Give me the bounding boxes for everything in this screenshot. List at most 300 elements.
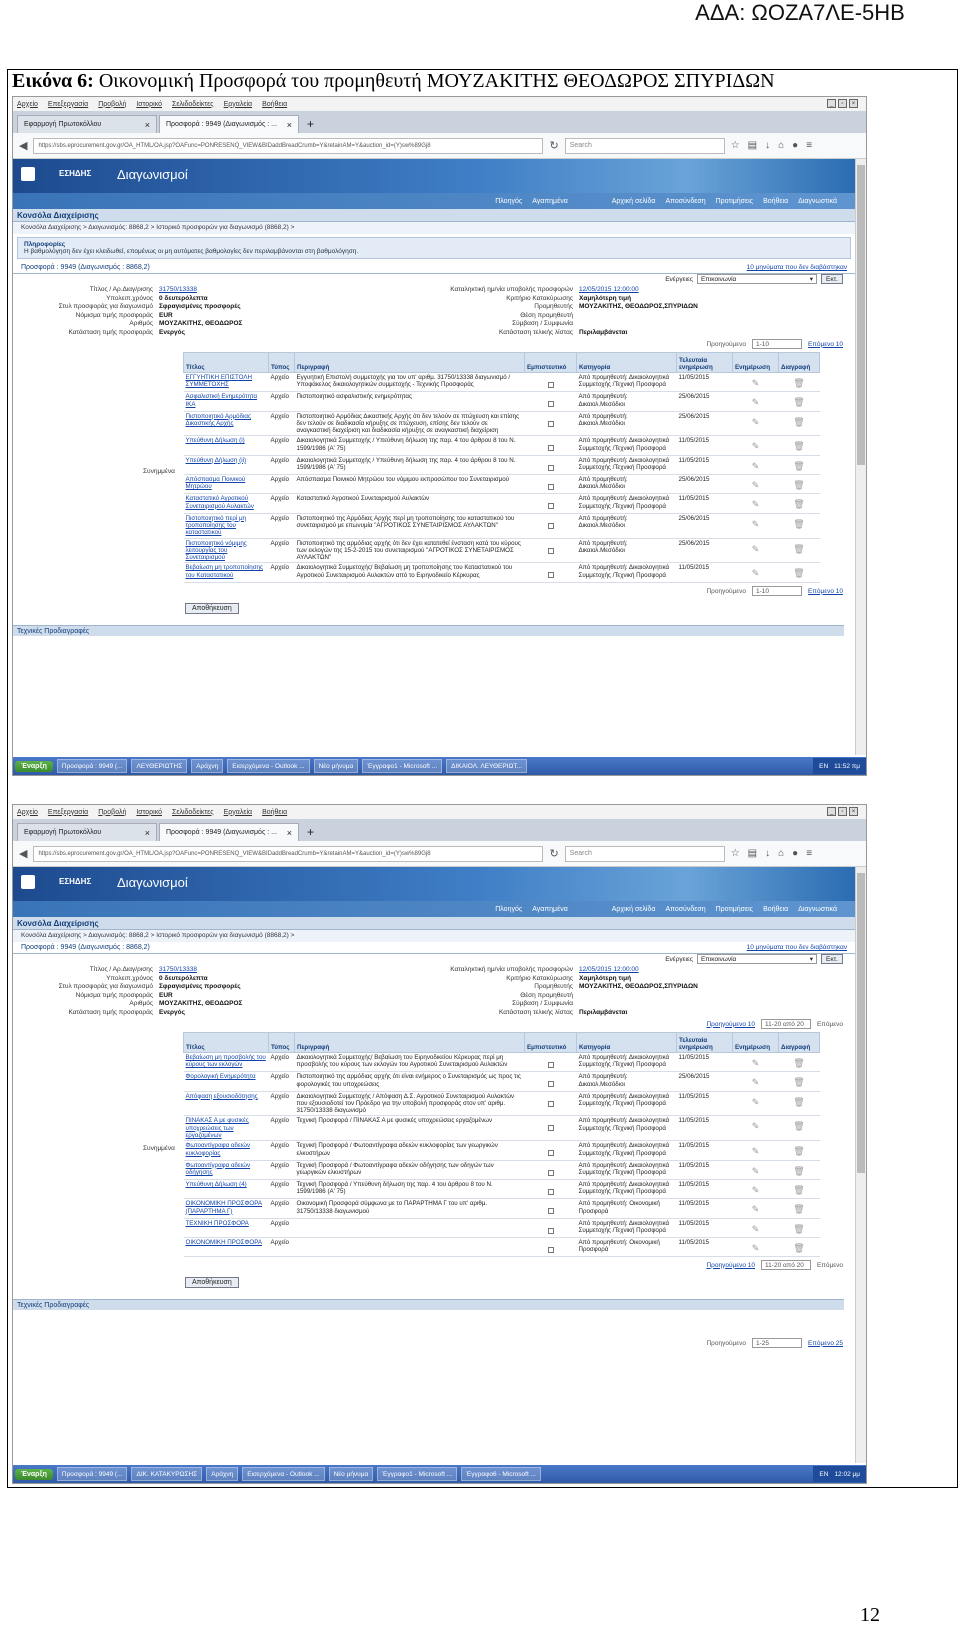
last-updated: 11/05/2015 xyxy=(677,1116,733,1141)
navigation-bar xyxy=(13,133,866,159)
table-row xyxy=(184,455,820,474)
bookmarks-icon[interactable]: ▤ xyxy=(747,140,758,151)
field-labels xyxy=(13,966,153,1017)
global-nav-link[interactable]: Προτιμήσεις xyxy=(715,905,754,913)
windows-taskbar xyxy=(13,1465,866,1483)
update-cell xyxy=(733,538,779,563)
update-cell xyxy=(733,411,779,436)
unread-messages-link[interactable]: 10 μηνύματα που δεν διαβάστηκαν xyxy=(746,944,847,951)
column-header: Περιγραφή xyxy=(295,1033,525,1053)
pager-range-select[interactable]: 11-20 από 20 xyxy=(761,1260,811,1270)
taskbar-button[interactable]: Έγγραφο1 - Microsoft ... xyxy=(362,759,442,773)
field-value: Χαμηλότερη τιμή xyxy=(579,294,632,302)
pencil-icon[interactable]: ✎ xyxy=(751,1077,760,1088)
field-value xyxy=(579,992,759,1001)
attachment-description: Οικονομική Προσφορά σύμφωνα με το ΠΑΡΑΡΤΗΜΑ Γ του υπ' αριθμ. 31750/13338 διαγωνισμού xyxy=(295,1199,525,1218)
confidential-checkbox[interactable] xyxy=(548,548,554,554)
taskbar-button[interactable]: Εισερχόμενα - Outlook ... xyxy=(242,1467,324,1481)
attachment-description: Τεχνική Προσφορά / Υπεύθυνη δήλωση της παρ. 4 του άρθρου 8 του Ν. 1599/1986 (Α' 75) xyxy=(295,1179,525,1198)
trash-icon[interactable]: 🗑 xyxy=(793,568,805,579)
confidential-checkbox[interactable] xyxy=(548,572,554,578)
breadcrumb[interactable]: Κονσόλα Διαχείρισης > Διαγωνισμός: 8868,2 > Ιστορικό προσφορών για διαγωνισμό (8868,2) > xyxy=(13,930,855,942)
attachment-description: Δικαιολογητικά Συμμετοχής / Υπεύθυνη δήλωση της παρ. 4 του άρθρου 8 του Ν. 1599/1986 (Α' 75) xyxy=(295,436,525,455)
confidential-cell xyxy=(525,1218,577,1237)
minimize-icon[interactable]: _ xyxy=(827,99,836,108)
maximize-icon[interactable]: ▫ xyxy=(838,807,847,816)
menu-item[interactable]: Επεξεργασία xyxy=(47,100,89,108)
global-nav-link[interactable]: Διαγνωστικά xyxy=(798,905,837,913)
taskbar-button[interactable]: Νέο μήνυμα xyxy=(329,1467,374,1481)
pager-next[interactable]: Επόμενο 10 xyxy=(808,587,843,595)
attachment-title-link[interactable]: Καταστατικό Αγροτικού Συνεταιρισμού Αυλακτών xyxy=(184,494,269,513)
attachment-description: Δικαιολογητικά Συμμετοχής / Υπεύθυνη δήλωση της παρ. 4 του άρθρου 8 του Ν. 1599/1986 (Α' 75) xyxy=(295,455,525,474)
page-content xyxy=(13,159,855,757)
attachment-description xyxy=(295,1218,525,1237)
pencil-icon[interactable]: ✎ xyxy=(751,460,760,471)
menu-item[interactable]: Βοήθεια xyxy=(262,808,288,816)
start-button[interactable]: Έναρξη xyxy=(15,761,53,772)
attachment-title-link[interactable]: ΠΙΝΑΚΑΣ Α με φυσικές υποχρεώσεις των εργαζομένων xyxy=(184,1116,269,1141)
pencil-icon[interactable]: ✎ xyxy=(751,1242,760,1253)
confidential-cell xyxy=(525,1160,577,1179)
delete-cell xyxy=(779,1091,820,1116)
field-value: Σφραγισμένες προσφορές xyxy=(159,983,241,990)
pencil-icon[interactable]: ✎ xyxy=(751,1121,760,1132)
table-row xyxy=(184,538,820,563)
confidential-checkbox[interactable] xyxy=(548,523,554,529)
pager-next: Επόμενο xyxy=(817,1261,843,1269)
global-nav-link[interactable]: Διαγνωστικά xyxy=(798,197,837,205)
attachment-title-link[interactable]: Πιστοποιητικό Αρμόδιας Δικαστικής Αρχής xyxy=(184,411,269,436)
last-updated: 11/05/2015 xyxy=(677,494,733,513)
search-input[interactable]: Search xyxy=(565,846,725,862)
menu-icon[interactable]: ≡ xyxy=(806,848,813,859)
update-cell xyxy=(733,1179,779,1198)
scrollbar-thumb[interactable] xyxy=(857,165,865,465)
attachment-title-link[interactable]: ΕΓΓΥΗΤΙΚΗ ΕΠΙΣΤΟΛΗ ΣΥΜΜΕΤΟΧΗΣ xyxy=(184,373,269,392)
menu-item[interactable]: Επεξεργασία xyxy=(47,808,89,816)
menu-item[interactable]: Προβολή xyxy=(98,100,127,108)
attachment-title-link[interactable]: ΟΙΚΟΝΟΜΙΚΗ ΠΡΟΣΦΟΡΑ (ΠΑΡΑΡΤΗΜΑ Γ) xyxy=(184,1199,269,1218)
minimize-icon[interactable]: _ xyxy=(827,807,836,816)
save-button[interactable]: Αποθήκευση xyxy=(185,1277,239,1288)
pencil-icon[interactable]: ✎ xyxy=(751,1184,760,1195)
browser-tab[interactable] xyxy=(159,115,299,133)
pencil-icon[interactable]: ✎ xyxy=(751,568,760,579)
menu-item[interactable]: Ιστορικό xyxy=(136,100,163,108)
search-input[interactable]: Search xyxy=(565,138,725,154)
menu-item[interactable]: Προβολή xyxy=(98,808,127,816)
confidential-cell xyxy=(525,1199,577,1218)
taskbar-button[interactable]: Νέο μήνυμα xyxy=(314,759,359,773)
home-icon[interactable]: ⌂ xyxy=(778,140,785,151)
actions-select[interactable] xyxy=(697,274,817,284)
last-updated: 11/05/2015 xyxy=(677,1218,733,1237)
attachment-title-link[interactable]: Φορολογική Ενημερότητα xyxy=(184,1072,269,1091)
field-value[interactable]: 12/05/2015 12:00:00 xyxy=(579,966,639,973)
update-cell xyxy=(733,1072,779,1091)
attachment-type: Αρχείο xyxy=(269,513,295,538)
back-icon[interactable]: ◀ xyxy=(19,140,28,152)
document-ada-code: ΑΔΑ: ΩΟΖΑ7ΛΕ-5ΗΒ xyxy=(695,0,905,25)
attachment-type: Αρχείο xyxy=(269,1237,295,1256)
table-row xyxy=(184,1053,820,1072)
field-value xyxy=(579,312,759,321)
update-cell xyxy=(733,494,779,513)
attachment-category: Από προμηθευτή: Δικαιολογητικά Συμμετοχής /Τεχνική Προσφορά xyxy=(577,1160,677,1179)
field-value: ΜΟΥΖΑΚΙΤΗΣ, ΘΕΟΔΩΡΟΣ xyxy=(159,1000,243,1007)
attachment-category: Από προμηθευτή: Δικαιολογητικά Συμμετοχής /Τεχνική Προσφορά xyxy=(577,1179,677,1198)
taskbar-button[interactable]: ΛΕΥΘΕΡΙΩΤΗΣ xyxy=(131,759,187,773)
column-header: Τελευταία ενημέρωση xyxy=(677,353,733,373)
language-indicator[interactable]: EN xyxy=(819,1470,829,1478)
pencil-icon[interactable]: ✎ xyxy=(751,499,760,510)
trash-icon[interactable]: 🗑 xyxy=(793,1096,805,1107)
taskbar-button[interactable]: Εισερχόμενα - Outlook ... xyxy=(227,759,309,773)
trash-icon[interactable]: 🗑 xyxy=(793,480,805,491)
delete-cell xyxy=(779,373,820,392)
pencil-icon[interactable]: ✎ xyxy=(751,1204,760,1215)
actions-label: Ενέργειες xyxy=(665,275,694,283)
pencil-icon[interactable]: ✎ xyxy=(751,378,760,388)
attachment-description: Καταστατικό Αγροτικού Συνεταιρισμού Αυλακτών xyxy=(295,494,525,513)
global-nav-link[interactable]: Προτιμήσεις xyxy=(715,197,754,205)
delete-cell xyxy=(779,1072,820,1091)
table-row xyxy=(184,436,820,455)
attachment-type: Αρχείο xyxy=(269,411,295,436)
pager-range-select[interactable]: 1-10 xyxy=(752,586,802,596)
column-header: Ενημέρωση xyxy=(733,353,779,373)
taskbar-button[interactable]: Έγγραφο1 - Microsoft ... xyxy=(377,1467,457,1481)
system-tray xyxy=(813,1466,866,1482)
attachment-category: Από προμηθευτή: Δικαιολογητικά Συμμετοχής /Τεχνική Προσφορά xyxy=(577,1116,677,1141)
attachment-title-link[interactable]: Βεβαίωση μη τροποποίησης του Καταστατικού xyxy=(184,563,269,582)
pencil-icon[interactable]: ✎ xyxy=(751,518,760,529)
field-label: Κριτήριο Κατακύρωσης xyxy=(506,294,573,302)
execute-button[interactable]: Εκτ. xyxy=(821,274,843,284)
home-icon[interactable]: ⌂ xyxy=(778,848,785,859)
menu-item[interactable]: Αρχείο xyxy=(17,808,38,816)
pencil-icon[interactable]: ✎ xyxy=(751,416,760,427)
field-value xyxy=(579,320,759,329)
confidential-checkbox[interactable] xyxy=(548,1101,554,1107)
vertical-scrollbar[interactable] xyxy=(855,867,866,1463)
global-nav-link[interactable]: Βοήθεια xyxy=(763,197,789,205)
menu-item[interactable]: Ιστορικό xyxy=(136,808,163,816)
field-labels xyxy=(13,286,153,337)
offer-title: Προσφορά : 9949 (Διαγωνισμός : 8868,2) xyxy=(21,264,150,271)
last-updated: 25/06/2015 xyxy=(677,1072,733,1091)
actions-bar xyxy=(665,274,843,284)
taskbar-button[interactable]: Έγγραφο6 - Microsoft ... xyxy=(461,1467,541,1481)
breadcrumb[interactable]: Κονσόλα Διαχείρισης > Διαγωνισμός: 8868,2 > Ιστορικό προσφορών για διαγωνισμό (8868,2) > xyxy=(13,222,855,234)
confidential-cell xyxy=(525,563,577,582)
global-nav-link[interactable]: Αρχική σελίδα xyxy=(611,197,656,205)
trash-icon[interactable]: 🗑 xyxy=(793,460,805,471)
trash-icon[interactable]: 🗑 xyxy=(793,1204,805,1215)
field-label: Σύμβαση / Συμφωνία xyxy=(512,1000,573,1007)
unread-messages-link[interactable]: 10 μηνύματα που δεν διαβάστηκαν xyxy=(746,264,847,271)
trash-icon[interactable]: 🗑 xyxy=(793,441,805,452)
close-tab-icon[interactable]: × xyxy=(144,119,150,130)
attachment-title-link[interactable]: Φωτοαντίγραφα αδειών κυκλοφορίας xyxy=(184,1141,269,1160)
pagination-bottom xyxy=(13,585,855,597)
attachment-title-link[interactable]: Απόσπασμα Ποινικού Μητρώου xyxy=(184,475,269,494)
reload-icon[interactable]: ↻ xyxy=(549,848,559,860)
trash-icon[interactable]: 🗑 xyxy=(793,1077,805,1088)
pager-range-select[interactable]: 1-25 xyxy=(752,1338,802,1348)
menu-item[interactable]: Εργαλεία xyxy=(223,808,253,816)
pager-next: Επόμενο xyxy=(817,1020,843,1028)
global-nav-link[interactable]: Αγαπημένα xyxy=(532,197,568,205)
address-bar[interactable]: https://sbs.eprocurement.gov.gr/OA_HTML/OA.jsp?OAFunc=PONRESENQ_VIEW&BIDaddBreadCrumb=Y&retainAM=Y&auction_id=(Y)sw%89Gj8 xyxy=(33,138,543,154)
pager-prev[interactable]: Προηγούμενο 10 xyxy=(706,1020,756,1028)
global-nav-link[interactable]: Αποσύνδεση xyxy=(665,197,706,205)
attachment-title-link[interactable]: Φωτοαντίγραφα αδειών οδήγησης xyxy=(184,1160,269,1179)
attachment-title-link[interactable]: Πιστοποιητικό περί μη τροποποίησης του καταστατικού xyxy=(184,513,269,538)
pager-next[interactable]: Επόμενο 25 xyxy=(808,1339,843,1347)
attachment-description: Απόσπασμα Ποινικού Μητρώου του νόμιμου εκπροσώπου του Συνεταιρισμού xyxy=(295,475,525,494)
attachments-table xyxy=(183,352,820,583)
sync-icon[interactable]: ● xyxy=(792,848,799,859)
last-updated: 11/05/2015 xyxy=(677,455,733,474)
taskbar-button[interactable]: Αράχνη xyxy=(191,759,223,773)
attachment-title-link[interactable]: ΤΕΧΝΙΚΗ ΠΡΟΣΦΟΡΑ xyxy=(184,1218,269,1237)
confidential-checkbox[interactable] xyxy=(548,401,554,407)
pencil-icon[interactable]: ✎ xyxy=(751,397,760,408)
pager-range-select[interactable]: 11-20 από 20 xyxy=(761,1019,811,1029)
pencil-icon[interactable]: ✎ xyxy=(751,1146,760,1157)
taskbar-button[interactable]: ΔΙΚ. ΚΑΤΑΚΥΡΩΣΗΣ xyxy=(131,1467,202,1481)
attachment-category: Από προμηθευτή: Δικαιολ.Μεσόδιοι xyxy=(577,475,677,494)
portal-title: Διαγωνισμοί xyxy=(117,167,188,182)
pencil-icon[interactable]: ✎ xyxy=(751,1223,760,1234)
global-nav-link[interactable]: Αγαπημένα xyxy=(532,905,568,913)
pencil-icon[interactable]: ✎ xyxy=(751,543,760,554)
global-nav-link[interactable]: Πλοηγός xyxy=(495,197,523,205)
attachment-title-link[interactable]: Πιστοποιητικό νόμιμης λειτουργίας του Συνεταιρισμού xyxy=(184,538,269,563)
confidential-checkbox[interactable] xyxy=(548,382,554,388)
close-tab-icon[interactable]: × xyxy=(286,119,292,130)
trash-icon[interactable]: 🗑 xyxy=(793,1146,805,1157)
table-row xyxy=(184,1199,820,1218)
field-values xyxy=(579,286,759,337)
confidential-checkbox[interactable] xyxy=(548,445,554,451)
confidential-checkbox[interactable] xyxy=(548,1228,554,1234)
table-header-row xyxy=(184,1033,820,1053)
back-icon[interactable]: ◀ xyxy=(19,848,28,860)
close-icon[interactable]: × xyxy=(849,807,858,816)
field-value[interactable]: 12/05/2015 12:00:00 xyxy=(579,286,639,293)
confidential-cell xyxy=(525,1091,577,1116)
global-nav-link[interactable]: Αρχική σελίδα xyxy=(611,905,656,913)
attachment-type: Αρχείο xyxy=(269,392,295,411)
field-label: Θέση προμηθευτή xyxy=(520,991,573,999)
trash-icon[interactable]: 🗑 xyxy=(793,1223,805,1234)
taskbar-button[interactable]: Αράχνη xyxy=(206,1467,238,1481)
menu-item[interactable]: Αρχείο xyxy=(17,100,38,108)
last-updated: 11/05/2015 xyxy=(677,436,733,455)
table-row xyxy=(184,1237,820,1256)
column-header: Ενημέρωση xyxy=(733,1033,779,1053)
last-updated: 11/05/2015 xyxy=(677,563,733,582)
confidential-checkbox[interactable] xyxy=(548,1247,554,1253)
attachment-title-link[interactable]: ΟΙΚΟΝΟΜΙΚΗ ΠΡΟΣΦΟΡΑ xyxy=(184,1237,269,1256)
menu-item[interactable]: Σελιδοδείκτες xyxy=(172,100,214,108)
confidential-checkbox[interactable] xyxy=(548,1125,554,1131)
confidential-checkbox[interactable] xyxy=(548,1150,554,1156)
new-tab-icon[interactable]: + xyxy=(307,117,315,131)
confidential-checkbox[interactable] xyxy=(548,1208,554,1214)
confidential-checkbox[interactable] xyxy=(548,1062,554,1068)
system-tray xyxy=(813,758,866,774)
column-header: Κατηγορία xyxy=(577,353,677,373)
pencil-icon[interactable]: ✎ xyxy=(751,480,760,491)
sync-icon[interactable]: ● xyxy=(792,140,799,151)
trash-icon[interactable]: 🗑 xyxy=(793,1121,805,1132)
address-bar[interactable]: https://sbs.eprocurement.gov.gr/OA_HTML/OA.jsp?OAFunc=PONRESENQ_VIEW&BIDaddBreadCrumb=Y&retainAM=Y&auction_id=(Y)sw%89Gj8 xyxy=(33,846,543,862)
confidential-cell xyxy=(525,392,577,411)
trash-icon[interactable]: 🗑 xyxy=(793,378,805,388)
browser-tab[interactable] xyxy=(17,823,157,841)
update-cell xyxy=(733,1218,779,1237)
attachment-title-link[interactable]: Απόφαση εξουσιοδότησης xyxy=(184,1091,269,1116)
attachment-category: Από προμηθευτή: Δικαιολογητικά Συμμετοχής /Τεχνική Προσφορά xyxy=(577,455,677,474)
trash-icon[interactable]: 🗑 xyxy=(793,518,805,529)
save-button[interactable]: Αποθήκευση xyxy=(185,603,239,614)
caption-text: Οικονομική Προσφορά του προμηθευτή ΜΟΥΖΑΚΙΤΗΣ ΘΕΟΔΩΡΟΣ ΣΠΥΡΙΔΩΝ xyxy=(98,70,775,92)
attachment-description: Δικαιολογητικά Συμμετοχής/ Βεβαίωση του Ειρηνοδικείου Κέρκυρας περί μη προσβολής του κύρους των εκλογών του Αγροτικού Συνεταιρισμού Αυλακτών xyxy=(295,1053,525,1072)
vertical-scrollbar[interactable] xyxy=(855,159,866,755)
browser-tab[interactable] xyxy=(159,823,299,841)
maximize-icon[interactable]: ▫ xyxy=(838,99,847,108)
confidential-checkbox[interactable] xyxy=(548,1170,554,1176)
menu-item[interactable]: Εργαλεία xyxy=(223,100,253,108)
confidential-checkbox[interactable] xyxy=(548,1189,554,1195)
confidential-checkbox[interactable] xyxy=(548,1081,554,1087)
menu-icon[interactable]: ≡ xyxy=(806,140,813,151)
field-value: EUR xyxy=(159,311,173,319)
info-title: Πληροφορίες xyxy=(24,241,66,248)
trash-icon[interactable]: 🗑 xyxy=(793,1165,805,1176)
trash-icon[interactable]: 🗑 xyxy=(793,397,805,408)
confidential-checkbox[interactable] xyxy=(548,465,554,471)
confidential-cell xyxy=(525,538,577,563)
download-icon[interactable]: ↓ xyxy=(765,848,771,859)
update-cell xyxy=(733,1237,779,1256)
close-icon[interactable]: × xyxy=(849,99,858,108)
star-icon[interactable]: ☆ xyxy=(730,140,740,151)
field-label: Νόμισμα τιμής προσφοράς xyxy=(75,991,153,999)
attachment-title-link[interactable]: Υπεύθυνη Δήλωση (4) xyxy=(184,1179,269,1198)
menu-item[interactable]: Βοήθεια xyxy=(262,100,288,108)
attachment-title-link[interactable]: Υπεύθυνη Δήλωση (i) xyxy=(184,436,269,455)
close-tab-icon[interactable]: × xyxy=(286,827,292,838)
pencil-icon[interactable]: ✎ xyxy=(751,1096,760,1107)
tab-bar xyxy=(13,819,866,841)
field-value[interactable]: 31750/13338 xyxy=(159,966,197,973)
table-row xyxy=(184,411,820,436)
pager-range-select[interactable]: 1-10 xyxy=(752,339,802,349)
taskbar-button[interactable]: Προσφορά : 9949 (... xyxy=(57,1467,128,1481)
global-nav-link[interactable]: Πλοηγός xyxy=(495,905,523,913)
confidential-cell xyxy=(525,1116,577,1141)
pencil-icon[interactable]: ✎ xyxy=(751,441,760,452)
attachment-description: Πιστοποιητικό Αρμόδιας Δικαστικής Αρχής ότι δεν τελούν σε πτώχευση και επίσης δεν τελούν σε διαδικασία κήρυξης σε πτώχευση, επίσης δεν τελούν σε αναγκαστική διαχείριση και διαδικασία κήρυξης σε αναγκαστική διαχείριση xyxy=(295,411,525,436)
trash-icon[interactable]: 🗑 xyxy=(793,1242,805,1253)
pager-prev: Προηγούμενο xyxy=(706,340,747,348)
global-nav-link[interactable]: Αποσύνδεση xyxy=(665,905,706,913)
delete-cell xyxy=(779,436,820,455)
delete-cell xyxy=(779,475,820,494)
last-updated: 11/05/2015 xyxy=(677,1091,733,1116)
tab-bar xyxy=(13,111,866,133)
column-header: Τελευταία ενημέρωση xyxy=(677,1033,733,1053)
taskbar-button[interactable]: Προσφορά : 9949 (... xyxy=(57,759,128,773)
trash-icon[interactable]: 🗑 xyxy=(793,416,805,427)
bookmarks-icon[interactable]: ▤ xyxy=(747,848,758,859)
attachment-title-link[interactable]: Ασφαλιστική Ενημερότητα ΙΚΑ xyxy=(184,392,269,411)
taskbar-button[interactable]: ΔΙΚΑΙΟΛ. ΛΕΥΘΕΡΙΩΤ... xyxy=(446,759,527,773)
attachments-table-wrap xyxy=(183,1032,819,1257)
new-tab-icon[interactable]: + xyxy=(307,825,315,839)
confidential-checkbox[interactable] xyxy=(548,421,554,427)
attachment-title-link[interactable]: Υπεύθυνη Δήλωση (ii) xyxy=(184,455,269,474)
pager-next[interactable]: Επόμενο 10 xyxy=(808,340,843,348)
trash-icon[interactable]: 🗑 xyxy=(793,543,805,554)
reload-icon[interactable]: ↻ xyxy=(549,140,559,152)
field-label: Προμηθευτής xyxy=(534,983,573,990)
windows-taskbar xyxy=(13,757,866,775)
attachment-title-link[interactable]: Βεβαίωση μη προσβολής του κύρους των εκλογών xyxy=(184,1053,269,1072)
column-header: Τίτλος xyxy=(184,1033,269,1053)
trash-icon[interactable]: 🗑 xyxy=(793,1058,805,1068)
update-cell xyxy=(733,373,779,392)
pencil-icon[interactable]: ✎ xyxy=(751,1058,760,1068)
update-cell xyxy=(733,1091,779,1116)
field-label: Στυλ προσφοράς για διαγωνισμό xyxy=(58,983,153,990)
confidential-checkbox[interactable] xyxy=(548,484,554,490)
language-indicator[interactable]: EN xyxy=(819,762,829,770)
execute-button[interactable]: Εκτ. xyxy=(821,954,843,964)
close-tab-icon[interactable]: × xyxy=(144,827,150,838)
trash-icon[interactable]: 🗑 xyxy=(793,1184,805,1195)
actions-select[interactable] xyxy=(697,954,817,964)
start-button[interactable]: Έναρξη xyxy=(15,1469,53,1480)
star-icon[interactable]: ☆ xyxy=(730,848,740,859)
field-label: Στυλ προσφοράς για διαγωνισμό xyxy=(58,303,153,310)
update-cell xyxy=(733,1199,779,1218)
attachment-description: Πιστοποιητικό της αρμόδιας αρχής ότι δεν έχει κατατεθεί ένσταση κατά του κύρους των εκλογών της 15-2-2015 του συνεταιρισμού "ΑΓΡΟΤΙΚΟΣ ΣΥΝΕΤΑΙΡΙΣΜΟΣ ΑΥΛΑΚΤΩΝ" xyxy=(295,538,525,563)
attachment-category: Από προμηθευτή: Δικαιολογητικά Συμμετοχής /Τεχνική Προσφορά xyxy=(577,563,677,582)
global-nav-link[interactable]: Βοήθεια xyxy=(763,905,789,913)
browser-tab[interactable] xyxy=(17,115,157,133)
menu-item[interactable]: Σελιδοδείκτες xyxy=(172,808,214,816)
confidential-checkbox[interactable] xyxy=(548,503,554,509)
attachment-type: Αρχείο xyxy=(269,1179,295,1198)
scrollbar-thumb[interactable] xyxy=(857,873,865,1173)
attachment-category: Από προμηθευτή: Δικαιολ.Μεσόδιοι xyxy=(577,1072,677,1091)
trash-icon[interactable]: 🗑 xyxy=(793,499,805,510)
pencil-icon[interactable]: ✎ xyxy=(751,1165,760,1176)
attachment-category: Από προμηθευτή: Οικονομική Προσφορά xyxy=(577,1237,677,1256)
download-icon[interactable]: ↓ xyxy=(765,140,771,151)
offer-heading xyxy=(13,262,855,274)
field-value[interactable]: 31750/13338 xyxy=(159,286,197,293)
pager-prev[interactable]: Προηγούμενο 10 xyxy=(706,1261,756,1269)
table-row xyxy=(184,513,820,538)
offer-heading xyxy=(13,942,855,954)
